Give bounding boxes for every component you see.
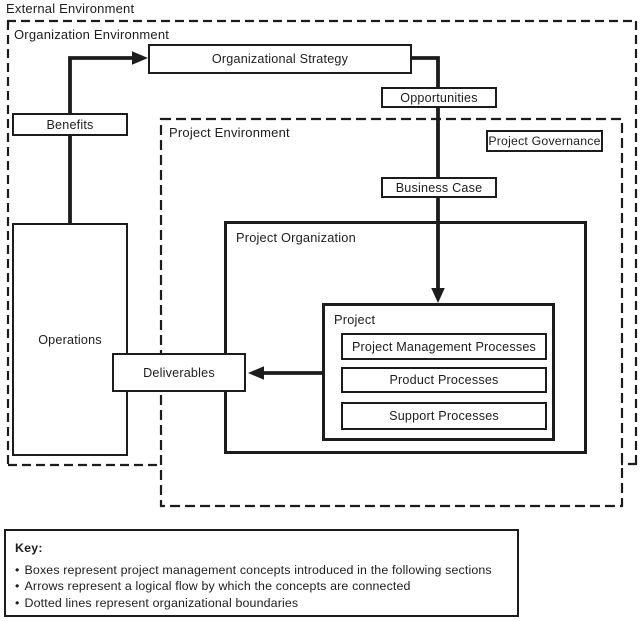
key-box (4, 529, 519, 617)
bullet-icon: • (15, 595, 20, 610)
external-environment-label: External Environment (6, 1, 135, 16)
project-governance-box: Project Governance (486, 130, 603, 152)
key-title: Key: (15, 541, 43, 555)
organization-environment-label: Organization Environment (14, 27, 170, 42)
business-case-box: Business Case (381, 177, 497, 198)
operations-box: Operations (12, 223, 128, 456)
key-item-text: Boxes represent project management concepts introduced in the following sections (24, 563, 492, 577)
key-item (15, 595, 509, 611)
deliverables-box: Deliverables (112, 353, 246, 392)
connector-operations-benefits-strategy (70, 58, 134, 223)
product-processes-box: Product Processes (341, 367, 547, 393)
arrowhead-into-strategy (132, 51, 148, 65)
benefits-box: Benefits (12, 113, 128, 136)
support-processes-box: Support Processes (341, 402, 547, 430)
key-item-text: Dotted lines represent organizational boundaries (24, 595, 299, 610)
project-management-processes-box: Project Management Processes (341, 333, 547, 360)
connector-strategy-to-opportunities (412, 58, 438, 90)
key-item (15, 562, 509, 578)
organizational-strategy-box: Organizational Strategy (148, 44, 412, 74)
project-environment-label: Project Environment (169, 125, 290, 140)
bullet-icon: • (15, 579, 20, 594)
key-item-text: Arrows represent a logical flow by which the concepts are connected (24, 579, 411, 594)
key-item (15, 578, 509, 594)
project-label: Project (334, 312, 376, 327)
project-organization-label: Project Organization (236, 230, 356, 245)
opportunities-box: Opportunities (381, 87, 497, 108)
bullet-icon: • (15, 563, 20, 577)
